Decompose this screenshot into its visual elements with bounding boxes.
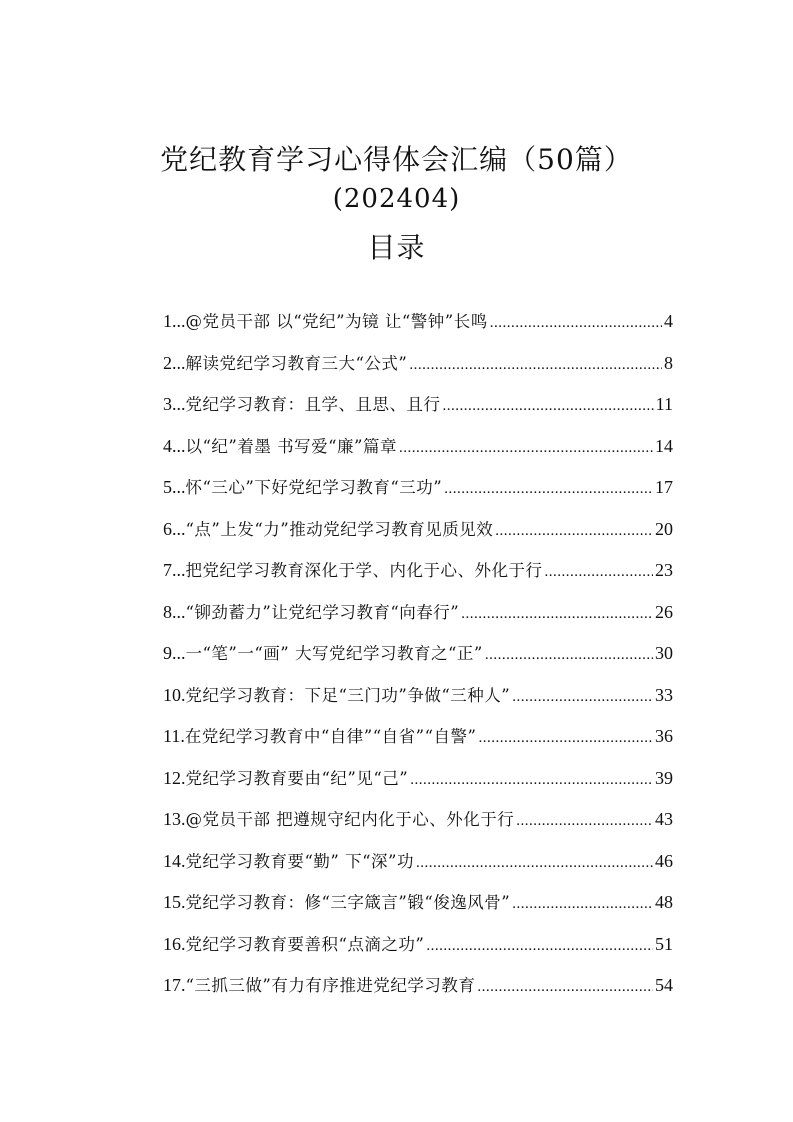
toc-entry-number: 4... <box>163 435 186 456</box>
toc-entry-number: 1... <box>163 311 186 331</box>
toc-entry-title: 把党纪学习教育深化于学、内化于心、外化于行 <box>185 561 543 580</box>
toc-entry-page-number: 20 <box>655 518 673 539</box>
toc-entry[interactable] <box>163 889 673 931</box>
toc-entry-title: 党纪学习教育：且学、且思、且行 <box>185 395 441 414</box>
toc-dot-leader <box>545 564 654 581</box>
toc-entry-page-number: 39 <box>655 767 673 788</box>
toc-entry-page-number: 30 <box>655 643 673 663</box>
toc-entry-page-number: 46 <box>655 850 673 871</box>
toc-dot-leader <box>477 979 653 996</box>
toc-entry-number: 14. <box>163 850 186 871</box>
toc-entry-number: 2... <box>163 352 186 373</box>
toc-entry-number: 10. <box>163 684 186 705</box>
toc-entry-title: “铆劲蓄力”让党纪学习教育“向春行” <box>185 602 460 622</box>
toc-dot-leader <box>485 647 653 664</box>
toc-dot-leader <box>512 896 653 913</box>
toc-entry-number: 12. <box>163 767 186 788</box>
toc-entry-title: @党员干部 以“党纪”为镜 让“警钟”长鸣 <box>185 312 488 331</box>
toc-entry-page-number: 4 <box>664 311 673 331</box>
toc-entry[interactable] <box>163 474 673 516</box>
toc-entry-number: 3... <box>163 394 186 414</box>
toc-entry-title: 党纪学习教育要善积“点滴之功” <box>185 934 425 954</box>
toc-entry-number: 6... <box>163 518 186 539</box>
toc-dot-leader <box>443 398 654 415</box>
toc-entry-page-number: 33 <box>655 684 673 705</box>
toc-entry[interactable] <box>163 433 673 475</box>
toc-entry[interactable] <box>163 723 673 765</box>
toc-entry[interactable] <box>163 391 673 433</box>
toc-entry-page-number: 48 <box>655 892 673 912</box>
toc-entry-number: 16. <box>163 933 186 954</box>
toc-entry-page-number: 17 <box>655 477 673 497</box>
toc-entry-number: 7... <box>163 560 186 580</box>
toc-dot-leader <box>490 315 662 332</box>
toc-entry-number: 8... <box>163 601 186 622</box>
toc-entry-number: 11. <box>163 726 185 746</box>
toc-entry[interactable] <box>163 848 673 890</box>
toc-entry[interactable] <box>163 308 673 350</box>
toc-dot-leader <box>410 772 653 789</box>
table-of-contents <box>163 308 673 1014</box>
toc-entry-title: 一“笔”一“画” 大写党纪学习教育之“正” <box>185 644 483 663</box>
toc-entry-title: 党纪学习教育：修“三字箴言”锻“俊逸风骨” <box>185 893 511 912</box>
toc-dot-leader <box>409 357 662 374</box>
toc-entry[interactable] <box>163 599 673 641</box>
toc-entry[interactable] <box>163 972 673 1014</box>
toc-entry-page-number: 23 <box>655 560 673 580</box>
toc-entry[interactable] <box>163 350 673 392</box>
toc-entry-number: 13. <box>163 809 186 829</box>
toc-heading: 目录 <box>367 231 426 264</box>
document-subtitle-date: (202404) <box>332 184 461 214</box>
toc-dot-leader <box>426 938 653 955</box>
document-title: 党纪教育学习心得体会汇编（50篇） <box>160 143 633 176</box>
toc-dot-leader <box>416 855 653 872</box>
toc-entry-number: 9... <box>163 643 186 663</box>
toc-dot-leader <box>512 689 653 706</box>
toc-entry-title: “点”上发“力”推动党纪学习教育见质见效 <box>185 519 494 539</box>
toc-entry-number: 17. <box>163 975 186 995</box>
toc-dot-leader <box>495 523 653 540</box>
toc-entry-page-number: 51 <box>655 933 673 954</box>
toc-entry-title: 在党纪学习教育中“自律”“自省”“自警” <box>184 727 477 746</box>
toc-entry-page-number: 54 <box>655 975 673 995</box>
toc-entry-title: “三抓三做”有力有序推进党纪学习教育 <box>185 976 476 995</box>
toc-entry-title: 以“纪”着墨 书写爱“廉”篇章 <box>185 436 397 456</box>
toc-dot-leader <box>399 440 653 457</box>
toc-entry[interactable] <box>163 557 673 599</box>
toc-entry-page-number: 43 <box>655 809 673 829</box>
toc-dot-leader <box>516 813 653 830</box>
toc-entry[interactable] <box>163 682 673 724</box>
toc-entry-page-number: 26 <box>655 601 673 622</box>
toc-entry[interactable] <box>163 516 673 558</box>
toc-entry[interactable] <box>163 931 673 973</box>
toc-entry[interactable] <box>163 806 673 848</box>
toc-dot-leader <box>478 730 653 747</box>
toc-entry-title: 怀“三心”下好党纪学习教育“三功” <box>185 478 443 497</box>
toc-entry[interactable] <box>163 640 673 682</box>
toc-entry-title: 解读党纪学习教育三大“公式” <box>185 353 408 373</box>
toc-entry-page-number: 8 <box>664 352 673 373</box>
toc-entry-title: 党纪学习教育：下足“三门功”争做“三种人” <box>185 685 511 705</box>
toc-entry-page-number: 36 <box>655 726 673 746</box>
toc-entry-page-number: 14 <box>655 435 673 456</box>
toc-entry-title: @党员干部 把遵规守纪内化于心、外化于行 <box>185 810 515 829</box>
toc-dot-leader <box>461 606 653 623</box>
toc-entry-number: 15. <box>163 892 186 912</box>
toc-entry-title: 党纪学习教育要由“纪”见“己” <box>185 768 409 788</box>
toc-entry-title: 党纪学习教育要“勤” 下“深”功 <box>185 851 414 871</box>
toc-dot-leader <box>444 481 653 498</box>
toc-entry[interactable] <box>163 765 673 807</box>
toc-entry-number: 5... <box>163 477 186 497</box>
toc-entry-page-number: 11 <box>655 394 673 414</box>
